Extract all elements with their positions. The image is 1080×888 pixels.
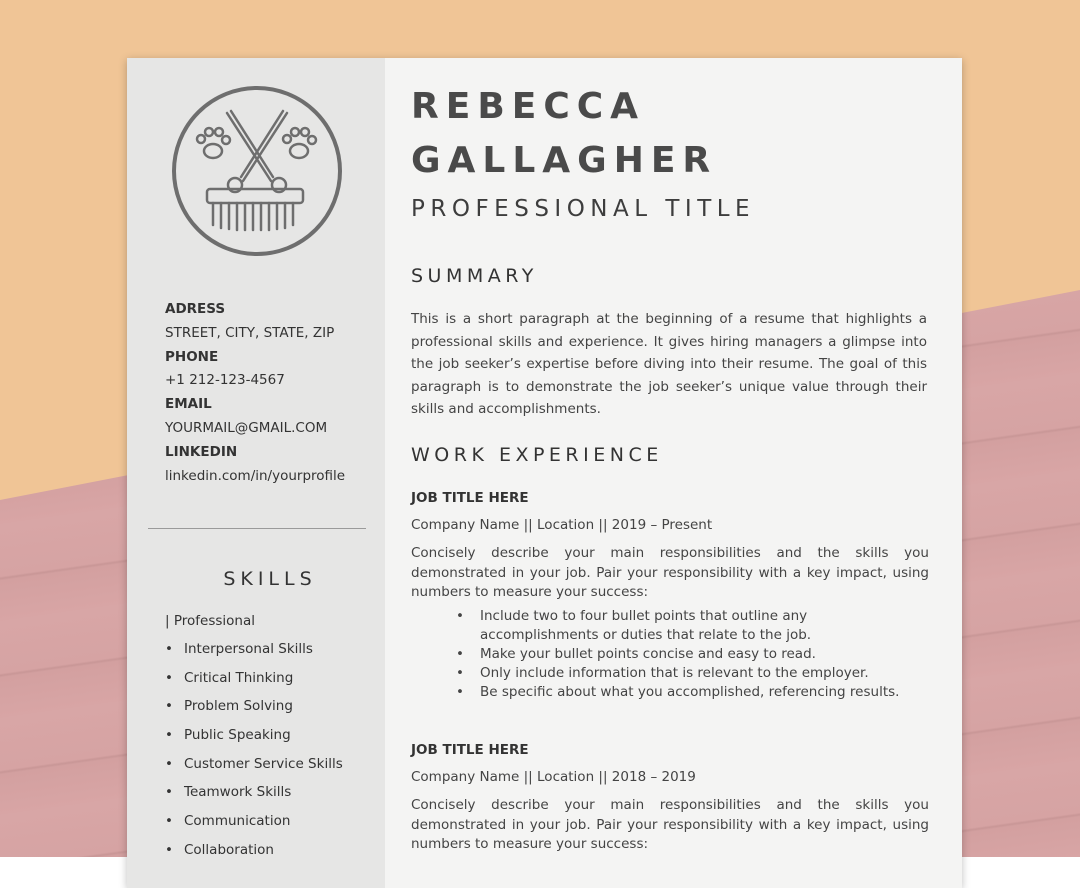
job-title: JOB TITLE HERE [411,490,529,506]
skill-item: • Public Speaking [165,727,343,756]
skills-list [165,641,343,871]
job-entry [411,742,929,855]
summary-title: SUMMARY [411,265,538,287]
name-line-2: GALLAGHER [411,140,718,181]
email-label: EMAIL [165,396,212,413]
job-description: Concisely describe your main responsibilities and the skills you demonstrated in your job. Pair your responsibility with a key impact, using numbers to measure your success: [411,797,929,852]
linkedin-value: linkedin.com/in/yourprofile [165,467,346,484]
professional-title: PROFESSIONAL TITLE [411,196,756,222]
job-bullet: • Make your bullet points concise and easy to read. [480,645,929,664]
phone-label: PHONE [165,348,219,365]
skill-item: • Teamwork Skills [165,784,343,813]
sidebar-divider [148,528,366,529]
address-value: STREET, CITY, STATE, ZIP [165,324,335,341]
email-value: YOURMAIL@GMAIL.COM [165,419,328,436]
candidate-name [411,80,717,188]
skill-item: • Customer Service Skills [165,756,343,785]
job-title: JOB TITLE HERE [411,742,529,758]
work-experience-title: WORK EXPERIENCE [411,444,663,466]
skill-item: • Problem Solving [165,698,343,727]
pet-grooming-logo-icon [171,85,343,257]
job-description: Concisely describe your main responsibilities and the skills you demonstrated in your job. Pair your responsibility with a key impact, using numbers to measure your success: [411,545,929,600]
job-bullet: • Be specific about what you accomplished, referencing results. [480,683,929,702]
resume-page [127,58,962,888]
contact-block [165,298,345,488]
skill-item: • Collaboration [165,842,343,871]
resume-sidebar [127,58,385,888]
address-label: ADRESS [165,301,226,317]
skill-item: • Interpersonal Skills [165,641,343,670]
phone-value: +1 212-123-4567 [165,372,285,389]
name-line-1: REBECCA [411,86,646,127]
job-company: Company Name || Location || 2018 – 2019 [411,769,696,785]
summary-text: This is a short paragraph at the beginning of a resume that highlights a professional skills and experience. It gives hiring managers a glimpse into the job seeker’s expertise before diving into their resume. The goal of this paragraph is to demonstrate the job seeker’s unique value through their skills and accomplishments. [411,311,927,418]
skills-title: SKILLS [223,568,317,590]
skills-heading: | Professional [165,613,255,629]
job-bullet: • Only include information that is relevant to the employer. [480,664,929,683]
job-bullets [411,607,929,703]
job-company: Company Name || Location || 2019 – Present [411,517,713,533]
skill-item: • Critical Thinking [165,670,343,699]
job-entry [411,490,929,703]
linkedin-label: LINKEDIN [165,443,238,460]
job-bullet: • Include two to four bullet points that outline any accomplishments or duties that relate to the job. [480,607,929,645]
skill-item: • Communication [165,813,343,842]
